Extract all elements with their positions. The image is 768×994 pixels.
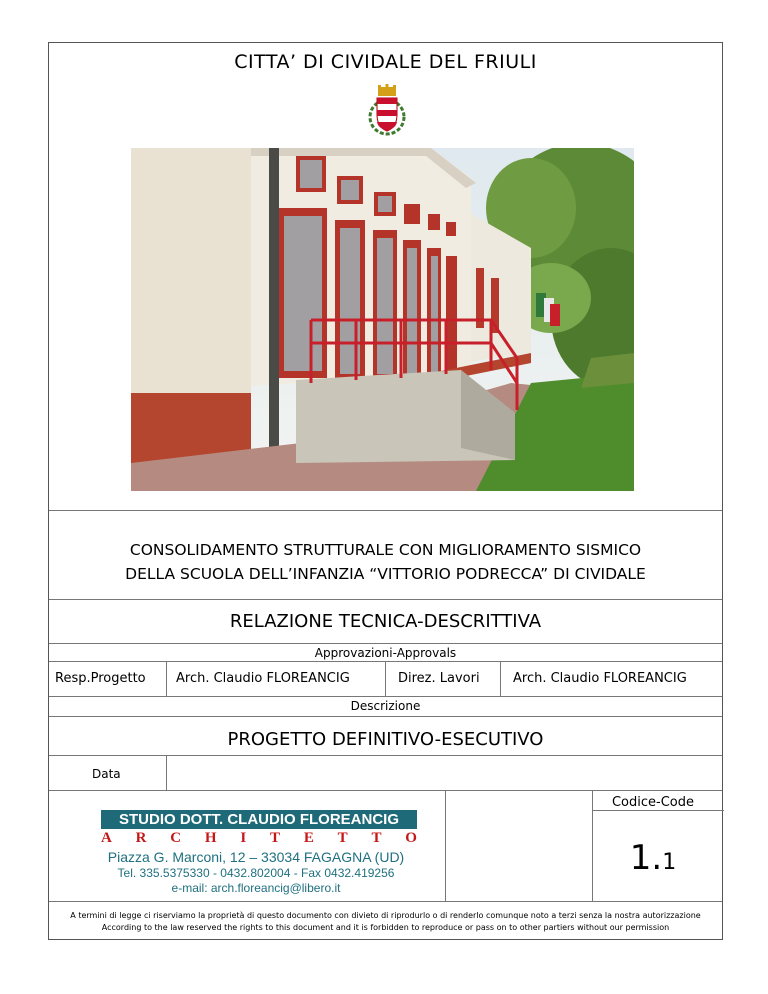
arch-letter: T bbox=[270, 830, 281, 846]
approvals-label: Approvazioni-Approvals bbox=[314, 646, 457, 660]
subject-line-2: DELLA SCUOLA DELL’INFANZIA “VITTORIO PODRECCA” DI CIVIDALE bbox=[125, 565, 646, 583]
arch-letter: H bbox=[204, 830, 217, 846]
document-frame bbox=[48, 42, 723, 940]
description-value: PROGETTO DEFINITIVO-ESECUTIVO bbox=[227, 729, 544, 750]
arch-letter: O bbox=[405, 830, 417, 846]
studio-phone: Tel. 335.5375330 - 0432.802004 - Fax 0432.419256 bbox=[117, 866, 395, 880]
studio-name: STUDIO DOTT. CLAUDIO FLOREANCIG bbox=[101, 810, 417, 829]
date-label: Data bbox=[92, 767, 121, 781]
code-sub: 1 bbox=[662, 850, 677, 875]
report-title: RELAZIONE TECNICA-DESCRITTIVA bbox=[229, 611, 542, 632]
arch-letter: A bbox=[101, 830, 112, 846]
copyright-notice-en: According to the law reserved the rights to this document and it is forbidden to reproduce or pass on to other partiers without our permission bbox=[101, 923, 670, 932]
resp-progetto-name: Arch. Claudio FLOREANCIG bbox=[176, 671, 350, 686]
coat-of-arms-icon bbox=[367, 83, 407, 137]
studio-address: Piazza G. Marconi, 12 – 33034 FAGAGNA (UD) bbox=[107, 849, 405, 865]
arch-letter: I bbox=[240, 830, 247, 846]
arch-letter: R bbox=[135, 830, 147, 846]
direz-lavori-label: Direz. Lavori bbox=[398, 671, 480, 686]
document-code bbox=[594, 838, 712, 878]
project-subject bbox=[49, 538, 722, 586]
resp-progetto-label: Resp.Progetto bbox=[55, 671, 146, 686]
school-building-photo bbox=[131, 148, 634, 491]
subject-line-1: CONSOLIDAMENTO STRUTTURALE CON MIGLIORAMENTO SISMICO bbox=[129, 541, 642, 559]
studio-email: e-mail: arch.floreancig@libero.it bbox=[171, 881, 341, 895]
arch-letter: E bbox=[303, 830, 314, 846]
studio-architetto bbox=[101, 830, 417, 847]
copyright-notice-it: A termini di legge ci riserviamo la proprietà di questo documento con divieto di riprodurlo o di renderlo comunque noto a terzi senza la nostra autorizzazione bbox=[70, 911, 701, 920]
code-label: Codice-Code bbox=[611, 795, 694, 810]
arch-letter: T bbox=[337, 830, 348, 846]
arch-letter: T bbox=[371, 830, 382, 846]
city-title: CITTA’ DI CIVIDALE DEL FRIULI bbox=[234, 51, 537, 73]
description-label: Descrizione bbox=[350, 699, 421, 713]
direz-lavori-name: Arch. Claudio FLOREANCIG bbox=[513, 671, 687, 686]
code-main: 1. bbox=[629, 838, 663, 878]
arch-letter: C bbox=[170, 830, 182, 846]
